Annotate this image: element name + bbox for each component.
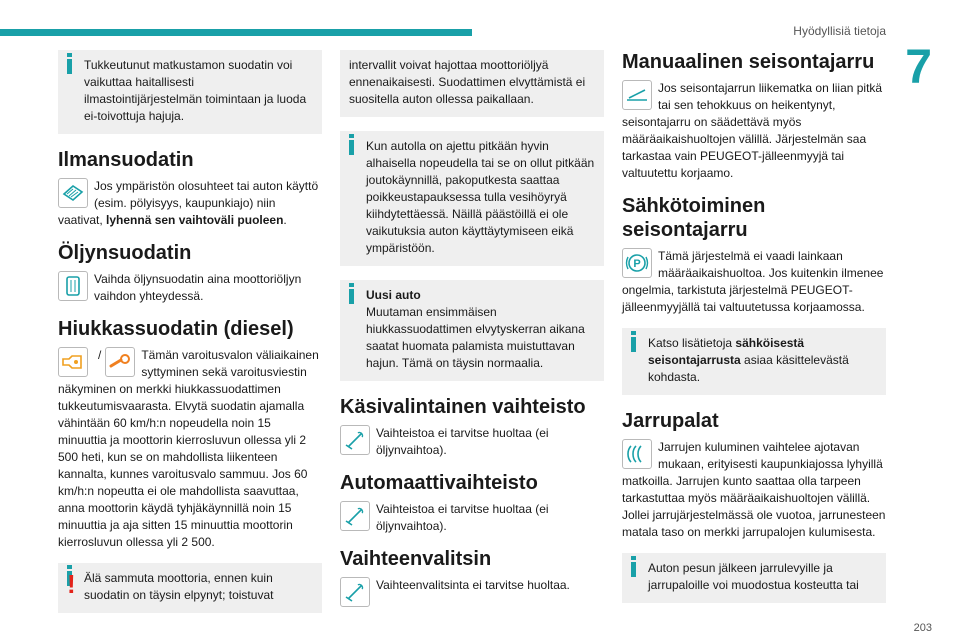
epb-info-text-end: asiaa käsittelevästä kohdasta.: [648, 353, 849, 384]
heading-air-filter: Ilmansuodatin: [58, 149, 194, 171]
heading-oil-filter: Öljynsuodatin: [58, 242, 192, 264]
section-oil-filter: [58, 241, 322, 305]
info-box-new-car: [340, 280, 604, 381]
air-filter-text-end: .: [283, 213, 287, 227]
epb-info-text-bold: sähköisestä seisontajarrusta: [648, 336, 805, 367]
manual-parking-brake-text: Jos seisontajarrun liikematka on liian pitkä tai sen tehokkuus on heikentynyt, seisontajarru on säädettävä myös määräaikaishuoltojen välillä. Järjestelmän saa tarkastaa vain PEUGEOT-jälleenmyyjä tai valtuutettu korjaamo.: [622, 81, 883, 180]
air-filter-text-bold: lyhennä sen vaihtoväli puoleen: [106, 213, 284, 227]
section-particle-filter: [58, 317, 322, 551]
electric-parking-brake-icon: [622, 248, 652, 278]
brake-pads-icon: [622, 439, 652, 469]
automatic-gearbox-icon: [340, 501, 370, 531]
section-manual-parking-brake: [622, 50, 886, 182]
warning-continued-box: [340, 50, 604, 117]
wash-info-text: Auton pesun jälkeen jarrulevyille ja jarrupaloille voi muodostua kosteutta tai: [648, 561, 859, 592]
electric-parking-brake-text: Tämä järjestelmä ei vaadi lainkaan määräaikaishuoltoa. Jos kuitenkin ilmenee ongelmia, tarkistuta järjestelmä PEUGEOT-jälleenmyyjällä tai valtuutetussa korjaamossa.: [622, 249, 884, 314]
gear-selector-icon: [340, 577, 370, 607]
gear-selector-text: Vaihteenvalitsinta ei tarvitse huoltaa.: [376, 578, 570, 592]
info-icon: [631, 337, 636, 352]
info-box-wash: [622, 553, 886, 603]
section-brake-pads: [622, 409, 886, 541]
info-icon: [349, 289, 354, 304]
parking-brake-lever-icon: [622, 80, 652, 110]
warning-icon: !: [67, 569, 76, 599]
gearbox-icon: [340, 425, 370, 455]
column-3: [622, 50, 886, 617]
info-text: Kun autolla on ajettu pitkään hyvin alhaisella nopeudella tai se on ollut pitkään joutokäynnillä, pakoputkesta saattaa poikkeustapauksessa tulla vesihöyryä kiihdytettäessä. Näillä päästöillä ei ole vaikutuksia auton käyttäytymiseen eikä ympäristöön.: [366, 139, 595, 255]
particle-filter-warning-icon: [58, 347, 88, 377]
heading-manual-parking-brake: Manuaalinen seisontajarru: [622, 51, 875, 73]
column-1: [58, 50, 322, 627]
particle-filter-text: Tämän varoitusvalon väliaikainen syttyminen sekä varoitusviestin näkyminen on merkki hiukkassuodattimen tukkeutumisvaarasta. Elvytä suodatin ajamalla vähintään 60 km/h:n nopeudella noin 15 minuuttia ja moottorin kierrosluvun ollessa yli 2 500 heti, kun se on mahdollista liikenteen kannalta, kunnes varoitusvalo sammuu. Jos 60 km/h:n nopeutta ei ole mahdollista saavuttaa, anna moottorin käydä tyhjäkäynnillä noin 15 minuuttia ja aja sitten 15 minuuttia moottorin kierrosluvun ollessa yli 2 500.: [58, 348, 319, 549]
section-gear-selector: [340, 547, 604, 609]
heading-automatic-gearbox: Automaattivaihteisto: [340, 472, 538, 494]
column-2: [340, 50, 604, 621]
chapter-number: 7: [905, 41, 932, 94]
info-icon: [67, 59, 72, 74]
heading-particle-filter: Hiukkassuodatin (diesel): [58, 318, 294, 340]
info-icon: [631, 562, 636, 577]
warning-text: Älä sammuta moottoria, ennen kuin suodatin on täysin elpynyt; toistuvat: [84, 571, 274, 602]
page-number: 203: [913, 622, 932, 634]
heading-manual-gearbox: Käsivalintainen vaihteisto: [340, 396, 586, 418]
new-car-title: Uusi auto: [366, 288, 421, 302]
page-section-title: Hyödyllisiä tietoja: [793, 24, 886, 38]
new-car-text: Muutaman ensimmäisen hiukkassuodattimen elvytyskerran aikana saatat huomata palamista muistuttavan hajun. Tämä on täysin normaalia.: [366, 305, 585, 370]
air-filter-icon: [58, 178, 88, 208]
section-manual-gearbox: [340, 395, 604, 459]
heading-gear-selector: Vaihteenvalitsin: [340, 548, 492, 570]
info-text: Tukkeutunut matkustamon suodatin voi vaikuttaa haitallisesti ilmastointijärjestelmän toimintaan ja luoda ei-toivottuja hajuja.: [84, 58, 307, 123]
automatic-gearbox-text: Vaihteistoa ei tarvitse huoltaa (ei öljynvaihtoa).: [376, 502, 549, 533]
info-box-cabin-filter: [58, 50, 322, 134]
epb-info-text: Katso lisätietoja: [648, 336, 736, 350]
oil-filter-text: Vaihda öljynsuodatin aina moottoriöljyn vaihdon yhteydessä.: [94, 272, 302, 303]
oil-filter-icon: [58, 271, 88, 301]
info-box-water-vapour: [340, 131, 604, 266]
warning-box: [58, 563, 322, 613]
heading-brake-pads: Jarrupalat: [622, 410, 719, 432]
brake-pads-text: Jarrujen kuluminen vaihtelee ajotavan mukaan, erityisesti kaupunkiajossa lyhyillä matkoilla. Jarrujen kunto saattaa olla tarpeen tarkastuttaa myös määräaikaishuoltojen välillä. Jollei jarrujärjestelmässä ole vuotoa, jarrunesteen matala taso on merkki jarrupalojen kulumisesta.: [622, 440, 886, 539]
manual-gearbox-text: Vaihteistoa ei tarvitse huoltaa (ei öljynvaihtoa).: [376, 426, 549, 457]
warning-continued-text: intervallit voivat hajottaa moottoriöljyä ennenaikaisesti. Suodattimen elvyttämistä ei suositella auton ollessa paikallaan.: [349, 58, 586, 106]
service-wrench-icon: [105, 347, 135, 377]
info-box-epb: [622, 328, 886, 395]
icon-separator: /: [98, 348, 102, 362]
section-electric-parking-brake: [622, 194, 886, 316]
heading-electric-parking-brake: Sähkötoiminen seisontajarru: [622, 195, 766, 241]
air-filter-text: Jos ympäristön olosuhteet tai auton käyttö (esim. pölyisyys, kaupunkiajo) niin vaativat,: [58, 179, 319, 227]
section-air-filter: [58, 148, 322, 229]
svg-text:P: P: [633, 258, 641, 270]
header-accent-bar: [0, 29, 472, 36]
info-icon: [349, 140, 354, 155]
section-automatic-gearbox: [340, 471, 604, 535]
